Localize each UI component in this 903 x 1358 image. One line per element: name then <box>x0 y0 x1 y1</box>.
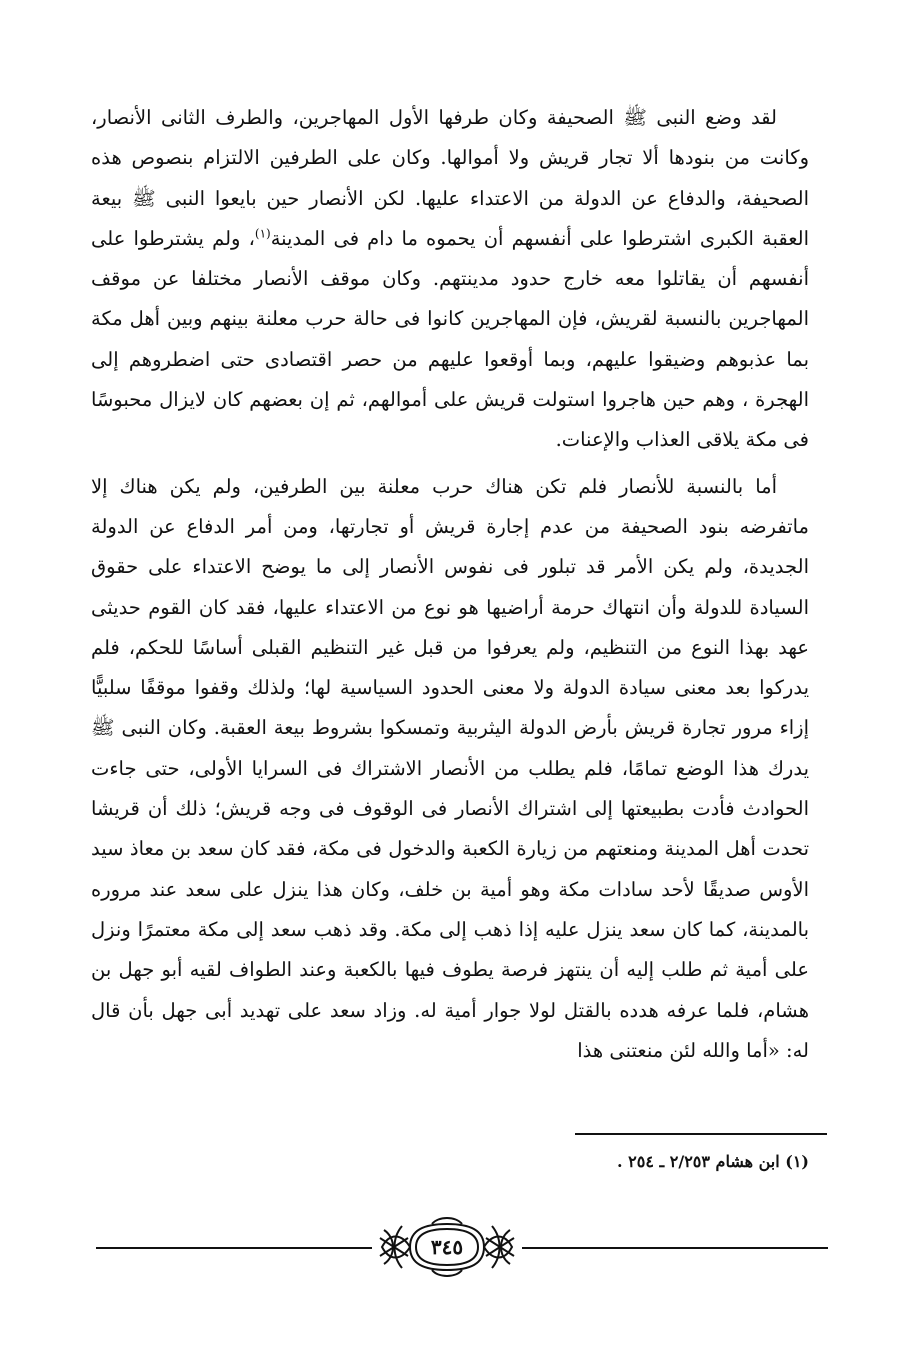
paragraph-1 <box>91 98 809 461</box>
page-number: ٣٤٥ <box>430 1235 464 1259</box>
footnote: (١) ابن هشام ٢/٢٥٣ ـ ٢٥٤ . <box>617 1152 809 1171</box>
paragraph-1-text-b: ، ولم يشترطوا على أنفسهم أن يقاتلوا معه خارج حدود مدينتهم. وكان موقف الأنصار مختلفا عن موقف المهاجرين بالنسبة لقريش، فإن المهاجرين كانوا فى حالة حرب معلنة بينهم وبين أهل مكة بما عذبوهم وضيقوا عليهم، وبما أوقعوا عليهم من حصر اقتصادى حتى اضطروهم إلى الهجرة ، وهم حين هاجروا استولت قريش على أموالهم، ثم إن بعضهم كان لايزال محبوسًا فى مكة يلاقى العذاب والإعنات. <box>91 226 809 452</box>
main-text <box>91 98 809 1071</box>
footnote-divider <box>575 1133 827 1135</box>
paragraph-1-text-a: لقد وضع النبى ﷺ الصحيفة وكان طرفها الأول المهاجرين، والطرف الثانى الأنصار، وكانت من بنودها ألا تجار قريش ولا أموالها. وكان على الطرفين الالتزام بنصوص هذه الصحيفة، والدفاع عن الدولة من الاعتداء عليها. لكن الأنصار حين بايعوا النبى ﷺ بيعة العقبة الكبرى اشترطوا على أنفسهم أن يحموه ما دام فى المدينة <box>91 106 809 250</box>
paragraph-2: أما بالنسبة للأنصار فلم تكن هناك حرب معلنة بين الطرفين، ولم يكن هناك إلا ماتفرضه بنود الصحيفة من عدم إجارة قريش أو تجارتها، ومن أمر الدفاع عن الدولة الجديدة، ولم يكن الأمر قد تبلور فى نفوس الأنصار إلى ما يوضح الاعتداء على حقوق السيادة للدولة وأن انتهاك حرمة أراضيها هو نوع من الاعتداء عليها، فقد كان القوم حديثى عهد بهذا النوع من التنظيم، ولم يعرفوا من قبل غير التنظيم القبلى أساسًا للحكم، فلم يدركوا بعد معنى سيادة الدولة ولا معنى الحدود السياسية لها؛ ولذلك وقفوا موقفًا سلبيًّا إزاء مرور تجارة قريش بأرض الدولة اليثربية وتمسكوا بشروط بيعة العقبة. وكان النبى ﷺ يدرك هذا الوضع تمامًا، فلم يطلب من الأنصار الاشتراك فى السرايا الأولى، حتى جاءت الحوادث فأدت بطبيعتها إلى اشتراك الأنصار فى الوقوف فى وجه قريش؛ ذلك أن قريشا تحدت أهل المدينة ومنعتهم من زيارة الكعبة والدخول فى مكة، فقد كان سعد بن معاذ سيد الأوس صديقًا لأحد سادات مكة وهو أمية بن خلف، وكان هذا ينزل على سعد عند مروره بالمدينة، كما كان سعد ينزل عليه إذا ذهب إلى مكة. وقد ذهب سعد إلى مكة معتمرًا ونزل على أمية ثم طلب إليه أن ينتهز فرصة يطوف فيها بالكعبة وعند الطواف لقيه أبو جهل بن هشام، فلما عرفه هدده بالقتل لولا جوار أمية له. وزاد سعد على تهديد أبى جهل بأن قال له: «أما والله لئن منعتنى هذا <box>91 474 809 1062</box>
page-number-ornament <box>372 1212 522 1282</box>
footnote-reference: (١) <box>254 226 271 241</box>
